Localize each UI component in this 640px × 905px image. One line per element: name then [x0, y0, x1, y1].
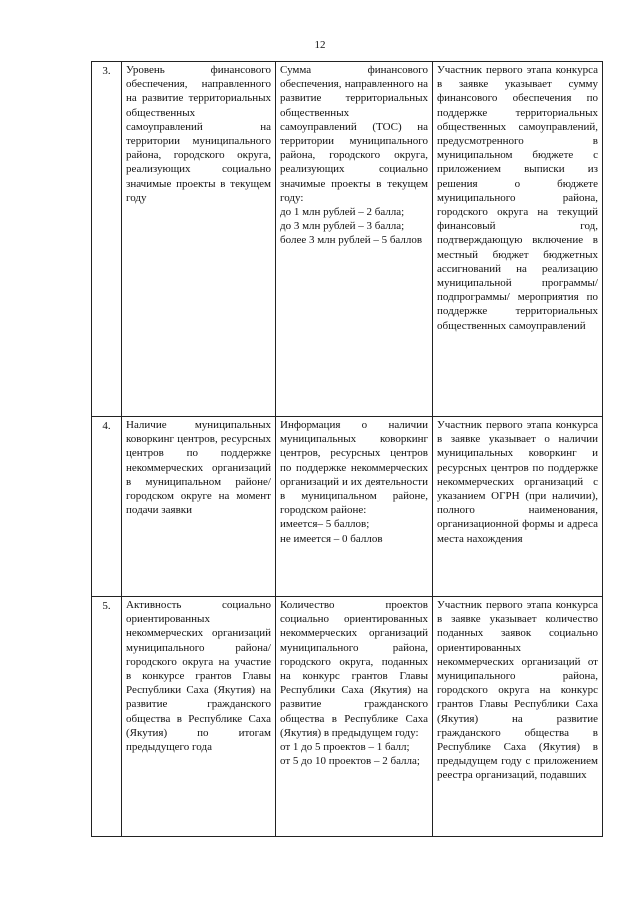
table-row	[92, 597, 603, 837]
page-number: 12	[314, 39, 326, 51]
table-row	[92, 417, 603, 597]
measure-cell: Информация о наличии муниципальных коворкинг центров, ресурсных центров по поддержке некоммерческих организаций и их деятельности в муниципальном районе, городском районе: имеется– 5 баллов; не имеется – 0 баллов	[276, 417, 433, 597]
table-row	[92, 62, 603, 417]
measure-cell: Сумма финансового обеспечения, направленного на развитие территориальных общественных самоуправлений (ТОС) на территории муниципального района, городского округа, реализующих социально значимые проекты в текущем году: до 1 млн рублей – 2 балла; до 3 млн рублей – 3 балла; более 3 млн рублей – 5 баллов	[276, 62, 433, 417]
criterion-cell: Наличие муниципальных коворкинг центров, ресурсных центров по поддержке некоммерческих организаций в муниципальном районе/городском округе на момент подачи заявки	[122, 417, 276, 597]
row-number-cell: 3.	[92, 62, 122, 417]
criterion-cell: Уровень финансового обеспечения, направленного на развитие территориальных общественных самоуправлений на территории муниципального района, городского округа, реализующих социально значимые проекты в текущем году	[122, 62, 276, 417]
row-number-cell: 5.	[92, 597, 122, 837]
evidence-cell: Участник первого этапа конкурса в заявке указывает о наличии муниципальных коворкинг и ресурсных центров по поддержке некоммерческих организаций с указанием ОГРН (при наличии), полного наименования, организационной формы и адреса места нахождения	[433, 417, 603, 597]
criteria-table	[91, 61, 603, 837]
evidence-cell: Участник первого этапа конкурса в заявке указывает сумму финансового обеспечения по поддержке территориальных общественных самоуправлений, предусмотренного в муниципальном бюджете с приложением выписки из решения о бюджете муниципального района, городского округа на текущий финансовый год, подтверждающую включение в местный бюджет бюджетных ассигнований на реализацию муниципальной программы/подпрограммы/ мероприятия по поддержке территориальных общественных самоуправлений	[433, 62, 603, 417]
criterion-cell: Активность социально ориентированных некоммерческих организаций муниципального района/городского округа на участие в конкурсе грантов Главы Республики Саха (Якутия) на развитие гражданского общества в Республике Саха (Якутия) по итогам предыдущего года	[122, 597, 276, 837]
measure-cell: Количество проектов социально ориентированных некоммерческих организаций муниципального района, городского округа, поданных на конкурс грантов Главы Республики Саха (Якутия) на развитие гражданского общества в Республике Саха (Якутия) в предыдущем году: от 1 до 5 проектов – 1 балл; от 5 до 10 проектов – 2 балла;	[276, 597, 433, 837]
evidence-cell: Участник первого этапа конкурса в заявке указывает количество поданных заявок социально ориентированных некоммерческих организаций от муниципального района, городского округа на конкурс грантов Главы Республики Саха (Якутия) на развитие гражданского общества в Республике Саха (Якутия) в предыдущем году с приложением реестра организаций, подавших	[433, 597, 603, 837]
row-number-cell: 4.	[92, 417, 122, 597]
